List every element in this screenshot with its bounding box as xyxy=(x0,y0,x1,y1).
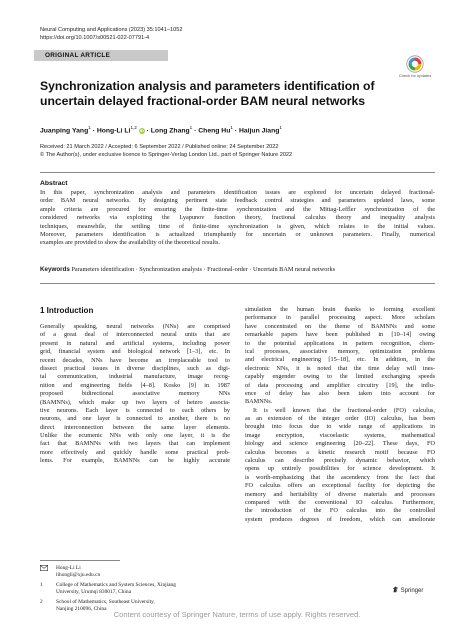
body-line: and electrical engineering [15–18], etc. In addition, in the xyxy=(245,356,435,364)
body-line: ence of delay has also been taken into account for xyxy=(245,389,435,397)
body-line: opens up entirely possibilities for science development. It xyxy=(245,465,435,473)
body-line: grid, financial system and biological network [1–3], etc. In xyxy=(40,348,230,356)
body-line: to the potential applications in pattern recognition, chem- xyxy=(245,339,435,347)
body-line: (BAMNNs), which make up two layers of hetero associa- xyxy=(40,398,230,406)
body-line: more effectively and quickly handle some practical prob- xyxy=(40,448,230,456)
springer-horse-icon xyxy=(392,586,399,593)
body-line: calculus becomes a kinetic research motif because FO xyxy=(245,448,435,456)
abstract-line: order BAM neural networks. By designing pertinent state feedback control strategies and parameters updated laws, some xyxy=(40,197,435,205)
doi-link[interactable]: https://doi.org/10.1007/s00521-022-07791-4 xyxy=(40,34,150,41)
orcid-icon[interactable]: iD xyxy=(139,128,144,134)
author-list: Juanping Yang$^1$ · Hong-Li Li$^{1,2}$ iD · Long Zhang$^1$ · Cheng $Hu^1$ · Haijun Jiang$^1$ xyxy=(40,125,282,135)
body-line: proposed bidirectional associative memory NNs xyxy=(40,390,230,398)
body-line: dissect practical issues in diverse disciplines, such as digi- xyxy=(40,364,230,372)
abstract-line: considered networks via exploiting the Lyapunov function theory, fractional calculus theory and inequality analysis xyxy=(40,214,435,222)
body-line: Generally speaking, neural networks (NNs) are comprised xyxy=(40,323,230,330)
body-line: is worth-emphasizing that the ascendency from the fact that xyxy=(245,473,435,481)
author-affiliation-mark: 1 xyxy=(88,125,91,130)
footnote-divider xyxy=(40,560,120,561)
body-line: brought into focus due to wide range of applications in xyxy=(245,423,435,431)
affiliation-line: Nanjing 210096, China xyxy=(56,606,107,612)
body-line: simulation the human brain thanks to forming excellent xyxy=(245,306,435,313)
article-type-label: ORIGINAL ARTICLE xyxy=(45,52,111,59)
article-type-badge xyxy=(34,50,168,61)
right-column-text xyxy=(245,306,435,524)
keywords xyxy=(40,266,440,274)
abstract-line: techniques, meanwhile, the settling time of finite-time synchronization is given, which relates to the initial values. xyxy=(40,222,435,230)
body-line: biology and science engineering [20–22]. These days, FO xyxy=(245,440,435,448)
abstract-heading: Abstract xyxy=(40,180,68,187)
abstract-line: examples are provided to show the availability of the theoretical results. xyxy=(40,239,220,247)
journal-citation: Neural Computing and Applications (2023) 35:1041–1052 xyxy=(40,27,183,33)
footnotes xyxy=(40,565,230,616)
history-dates: Received: 21 March 2022 / Accepted: 6 September 2022 / Published online: 24 September 2022 xyxy=(40,144,279,150)
body-line: neurons, and one layer is connected to another, there is no xyxy=(40,415,230,423)
abstract-line: In this paper, synchronization analysis and parameters identification issues are explored for uncertain delayed fractional- xyxy=(40,189,435,196)
body-line: nition and engineering fields [4–8]. Kosko [9] in 1987 xyxy=(40,381,230,389)
body-line: present in natural and artificial systems, including power xyxy=(40,339,230,347)
body-line: lems. For example, BAMNNs can be highly accurate xyxy=(40,457,230,465)
keywords-label: Keywords xyxy=(40,266,70,273)
body-line: tal communication, industrial manufacture, image recog- xyxy=(40,373,230,381)
author-affiliation-mark: 1,2 xyxy=(130,125,137,130)
keywords-list: Parameters identification · Synchronization analysis · Fractional-order · Uncertain BAM neural networks xyxy=(71,266,336,273)
body-line: the introduction of the FO calculus into the controlled xyxy=(245,507,435,515)
author-affiliation-mark: 1 xyxy=(189,125,193,130)
divider xyxy=(40,283,435,284)
author-name[interactable]: Cheng Hu xyxy=(198,127,231,135)
body-line: capably engender owing to the limited exchanging speeds xyxy=(245,373,435,381)
body-line: fact that BAMNNs with two layers that can implement xyxy=(40,440,230,448)
corresponding-email[interactable]: lihongli@xju.edu.cn xyxy=(56,572,101,578)
body-line: image encryption, viscoelastic systems, mathematical xyxy=(245,431,435,439)
article-title: Synchronization analysis and parameters identification of uncertain delayed fractional-order BAM neural networks xyxy=(40,79,375,108)
crossmark-button[interactable] xyxy=(397,55,433,78)
affiliation-mark: 1 xyxy=(40,582,43,588)
body-line: compared with the conventional IO calculus. Furthermore, xyxy=(245,498,435,506)
body-line: remarkable papers have been published in [10–14] owing xyxy=(245,331,435,339)
courtesy-notice: Content courtesy of Springer Nature, terms of use apply. Rights reserved. xyxy=(113,610,361,619)
body-line: FO calculus offers an exceptional facility for depicting the xyxy=(245,482,435,490)
publisher-logo xyxy=(392,586,423,594)
body-line: as an extension of the integer order (IO) calculus, has been xyxy=(245,415,435,423)
journal-header xyxy=(40,27,182,42)
abstract-body xyxy=(40,189,435,248)
author-affiliation-mark: 1 xyxy=(230,125,233,130)
body-line: Unlike the ecumenic NNs with only one layer, it is the xyxy=(40,432,230,440)
corresponding-name: Hong-Li Li xyxy=(56,565,81,571)
divider xyxy=(40,172,435,173)
body-line: calculus can describe precisely dynamic behavior, which xyxy=(245,457,435,465)
affiliation-line: School of Mathematics, Southeast University, xyxy=(56,599,155,605)
author-name[interactable]: Haijun Jiang xyxy=(238,127,280,135)
body-line: It is well known that the fractional-order (FO) calculus, xyxy=(253,406,435,414)
body-line: electronic NNs, it is noted that the time delay will ines- xyxy=(245,364,435,372)
affiliation-mark: 2 xyxy=(40,599,43,605)
body-line: of data processing and amplifier circuitry [19], the influ- xyxy=(245,381,435,389)
body-line: BAMNNs. xyxy=(245,398,273,406)
body-line: ical processes, associative memory, optimization problems xyxy=(245,347,435,355)
abstract-line: Moreover, parameters identification is actualized triumphantly for uncertain or unknown parameters. Finally, numerical xyxy=(40,230,435,238)
body-line: tive neurons. Each layer is connected to each others by xyxy=(40,406,230,414)
body-line: system produces degrees of freedom, which can ameliorate xyxy=(245,515,435,523)
publisher-name: Springer xyxy=(400,588,424,594)
author-name[interactable]: Juanping Yang xyxy=(40,127,89,135)
body-line: recent decades, NNs have become an irreplaceable tool to xyxy=(40,356,230,364)
envelope-icon xyxy=(40,565,54,574)
body-line: have concentrated on the theme of BAMNNs and some xyxy=(245,322,435,330)
affiliation xyxy=(40,582,230,596)
section-heading: 1 Introduction xyxy=(40,306,94,315)
crossmark-label: Check for updates xyxy=(398,73,432,78)
affiliation-line: University, Urumqi 830017, China xyxy=(56,589,131,595)
body-line: of a great deal of interconnected neural units that are xyxy=(40,331,230,339)
corresponding-author xyxy=(40,565,230,579)
affiliation-line: College of Mathematics and System Sciences, Xinjiang xyxy=(56,582,176,588)
author-name[interactable]: Long Zhang xyxy=(150,127,190,135)
article-dates xyxy=(40,144,440,160)
left-column-text xyxy=(40,323,230,466)
body-line: performance in parallel processing aspect. More scholars xyxy=(245,314,435,322)
author-name[interactable]: Hong-Li Li xyxy=(96,127,131,135)
abstract-line: ample criteria are procured for ensuring the finite-time synchronization and the Mittag-Leffler synchronization of the xyxy=(40,205,435,213)
copyright-notice: © The Author(s), under exclusive licence to Springer-Verlag London Ltd., part of Springer Nature 2022 xyxy=(40,151,293,158)
body-line: direct interconnection between the same layer elements. xyxy=(40,423,230,431)
crossmark-icon xyxy=(406,55,424,73)
author-affiliation-mark: 1 xyxy=(279,125,282,130)
body-line: memory and heritability of diverse materials and processes xyxy=(245,490,435,498)
